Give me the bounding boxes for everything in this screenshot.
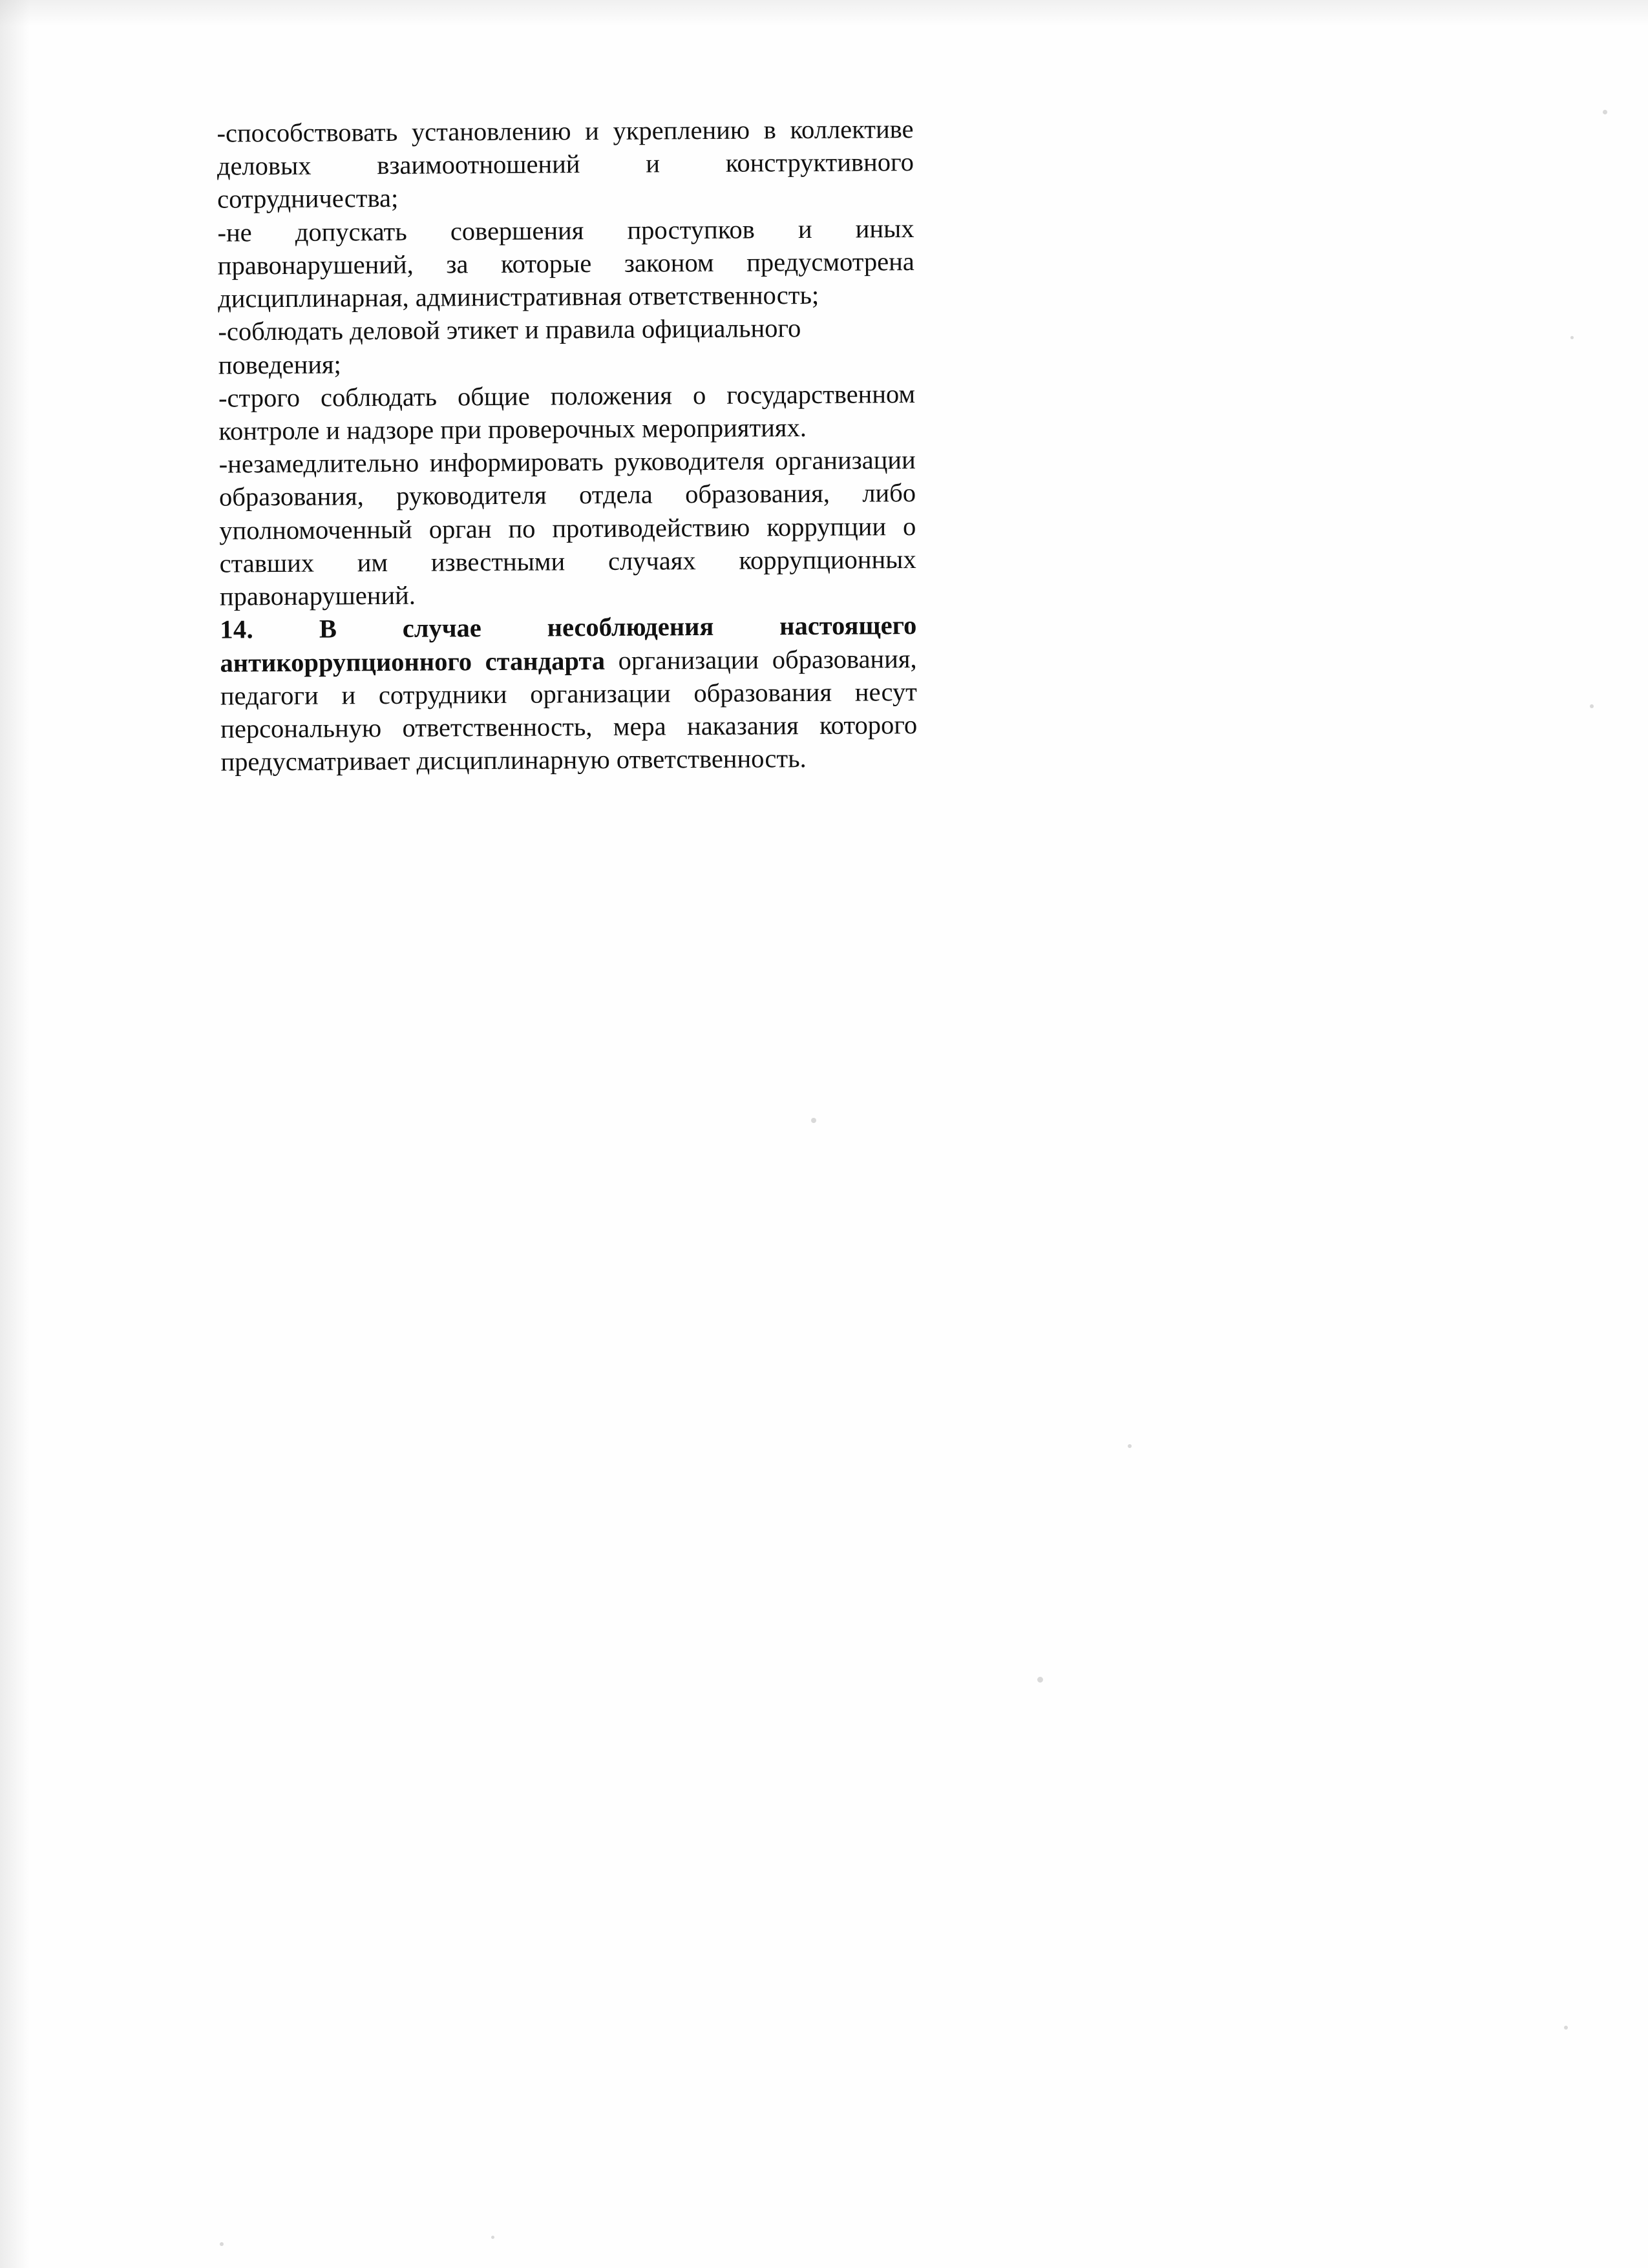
clause-14 [220, 609, 918, 779]
document-body [217, 112, 917, 779]
scan-speck [1570, 336, 1574, 339]
page-top-shadow [0, 0, 1648, 26]
scan-speck [1603, 110, 1607, 114]
clause-number: 14. [220, 614, 254, 644]
page-content-skew [0, 0, 1645, 777]
paragraph-3: -соблюдать деловой этикет и правила официального поведения; [218, 313, 801, 380]
paragraph-1: -способствовать установлению и укреплению в коллективе деловых взаимоотношений и конструктивного сотрудничества; [217, 114, 914, 215]
paragraph-5: -незамедлительно информировать руководителя организации образования, руководителя отдела образования, либо уполномоченный орган по противодействию коррупции о ставших им известными случаях коррупционных правонарушений. [218, 445, 916, 611]
paragraph-2: -не допускать совершения проступков и иных правонарушений, за которые законом предусмотрена дисциплинарная, административная ответственность; [217, 213, 914, 313]
scan-speck [220, 2242, 224, 2246]
scan-speck [1128, 1444, 1132, 1448]
scan-speck [1590, 704, 1594, 708]
clause-bold-lead: В случае несоблюдения настоящего антикоррупционного стандарта [220, 611, 917, 678]
page-left-shadow [0, 0, 30, 2268]
scan-speck [1564, 2026, 1568, 2030]
scan-speck [1037, 1677, 1043, 1683]
scan-speck [491, 2236, 494, 2239]
paragraph-4: -строго соблюдать общие положения о государственном контроле и надзоре при проверочных мероприятиях. [218, 379, 916, 446]
scan-speck [811, 1118, 816, 1123]
clause-rest: организации образования, педагоги и сотрудники организации образования несут персональную ответственность, мера наказания которого предусматривает дисциплинарную ответственность. [220, 644, 918, 777]
